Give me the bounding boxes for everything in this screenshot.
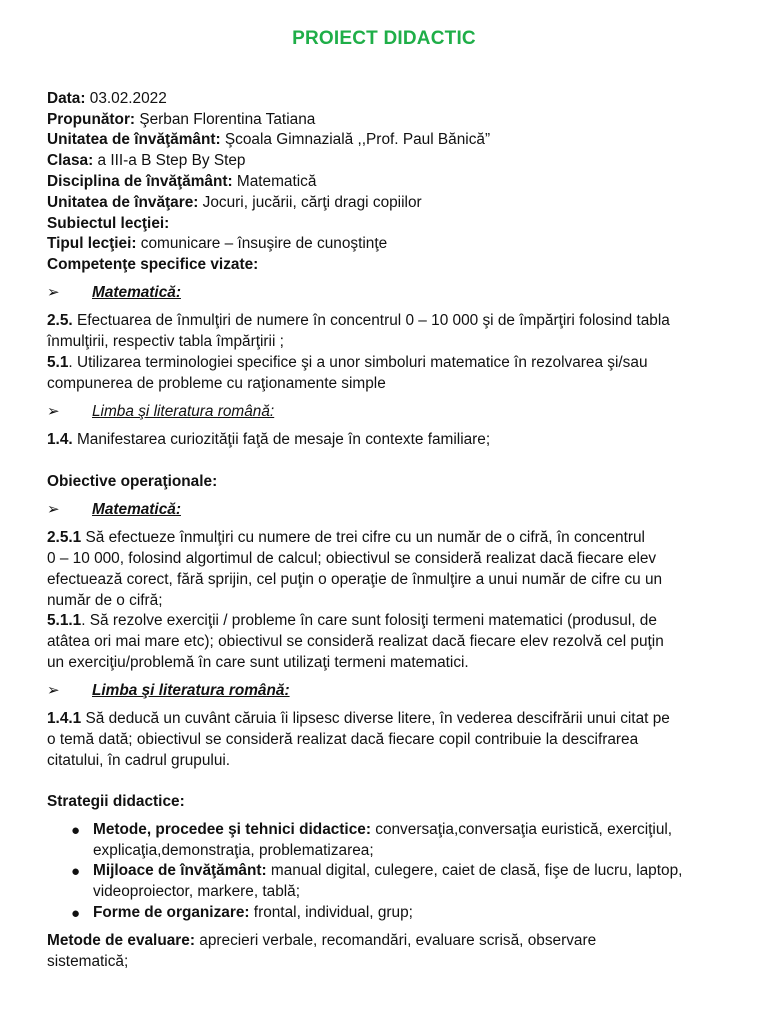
objective-code: 1.4.1 bbox=[47, 710, 82, 727]
evaluation-text: aprecieri verbale, recomandări, evaluare scrisă, observare bbox=[194, 932, 597, 949]
objective-1-4-1-line1 bbox=[47, 709, 670, 729]
field-discipline bbox=[47, 172, 316, 192]
strategy-text: manual digital, culegere, caiet de clasă, fişe de lucru, laptop, bbox=[266, 862, 683, 879]
field-value: Jocuri, jucării, cărţi dragi copiilor bbox=[198, 194, 422, 211]
strategy-text: frontal, individual, grup; bbox=[249, 904, 413, 921]
objective-text: Să efectueze înmulţiri cu numere de trei cifre cu un număr de o cifră, în concentrul bbox=[81, 529, 645, 546]
strategy-means-line1 bbox=[93, 861, 682, 881]
field-label: Competenţe specifice vizate: bbox=[47, 256, 259, 273]
field-lesson-type bbox=[47, 234, 387, 254]
field-class bbox=[47, 151, 245, 171]
field-author bbox=[47, 110, 315, 130]
math-objective-heading: Matematică: bbox=[92, 501, 181, 518]
bullet-dot-icon: ● bbox=[71, 863, 81, 880]
arrow-bullet-icon: ➢ bbox=[47, 682, 60, 699]
field-label: Clasa: bbox=[47, 152, 94, 169]
field-value: Matematică bbox=[232, 173, 317, 190]
evaluation-line1 bbox=[47, 931, 596, 951]
objective-1-4-1-line2: o temă dată; obiectivul se consideră realizat dacă fiecare copil contribuie la descifrarea bbox=[47, 731, 639, 748]
competence-code: 2.5. bbox=[47, 312, 73, 329]
strategy-methods-line1 bbox=[93, 820, 672, 840]
strategy-means-line2: videoproiector, markere, tablă; bbox=[93, 883, 301, 900]
objectives-heading: Obiective operaţionale: bbox=[47, 473, 218, 490]
objective-5-1-1-line1 bbox=[47, 611, 657, 631]
arrow-bullet-icon: ➢ bbox=[47, 403, 60, 420]
arrow-bullet-icon: ➢ bbox=[47, 284, 60, 301]
field-lesson-subject bbox=[47, 214, 169, 234]
page-title: PROIECT DIDACTIC bbox=[292, 28, 476, 49]
strategy-forms-line1 bbox=[93, 903, 413, 923]
field-date bbox=[47, 89, 167, 109]
competence-code: 5.1 bbox=[47, 354, 69, 371]
field-label: Unitatea de învăţare: bbox=[47, 194, 199, 211]
field-learning-unit bbox=[47, 193, 422, 213]
objective-text: Să deducă un cuvânt căruia îi lipsesc diverse litere, în vederea descifrării unui citat pe bbox=[81, 710, 670, 727]
lang-objective-heading: Limba şi literatura română: bbox=[92, 682, 290, 699]
field-value: Şcoala Gimnazială ,,Prof. Paul Bănică” bbox=[220, 131, 491, 148]
competence-text: Manifestarea curiozităţii faţă de mesaje în contexte familiare; bbox=[72, 431, 491, 448]
objective-2-5-1-line4: număr de o cifră; bbox=[47, 592, 163, 609]
field-value: 03.02.2022 bbox=[85, 90, 167, 107]
competence-5-1-line1 bbox=[47, 353, 648, 373]
strategy-label: Mijloace de învăţământ: bbox=[93, 862, 267, 879]
field-label: Subiectul lecţiei: bbox=[47, 215, 170, 232]
bullet-dot-icon: ● bbox=[71, 905, 81, 922]
field-value: comunicare – însuşire de cunoştinţe bbox=[136, 235, 388, 252]
arrow-bullet-icon: ➢ bbox=[47, 501, 60, 518]
field-label: Data: bbox=[47, 90, 86, 107]
strategies-heading: Strategii didactice: bbox=[47, 793, 185, 810]
field-label: Tipul lecţiei: bbox=[47, 235, 137, 252]
competence-1-4 bbox=[47, 430, 490, 450]
strategy-label: Metode, procedee şi tehnici didactice: bbox=[93, 821, 371, 838]
lang-competence-heading: Limba şi literatura română: bbox=[92, 403, 275, 420]
competence-text: Efectuarea de înmulţiri de numere în concentrul 0 – 10 000 şi de împărţiri folosind tabla bbox=[72, 312, 670, 329]
objective-5-1-1-line3: un exerciţiu/problemă în care sunt utilizaţi termeni matematici. bbox=[47, 654, 469, 671]
strategy-label: Forme de organizare: bbox=[93, 904, 250, 921]
competence-2-5-line1 bbox=[47, 311, 670, 331]
field-school bbox=[47, 130, 490, 150]
field-value: Şerban Florentina Tatiana bbox=[135, 111, 316, 128]
objective-1-4-1-line3: citatului, în cadrul grupului. bbox=[47, 752, 231, 769]
objective-2-5-1-line3: efectuează corect, fără sprijin, cel puţin o operaţie de înmulţire a unui număr de cifre cu un bbox=[47, 571, 663, 588]
competence-5-1-line2: compunerea de probleme cu raţionamente simple bbox=[47, 375, 386, 392]
competence-2-5-line2: înmulţirii, respectiv tabla împărţirii ; bbox=[47, 333, 284, 350]
field-label: Disciplina de învăţământ: bbox=[47, 173, 233, 190]
objective-5-1-1-line2: atâtea ori mai mare etc); obiectivul se consideră realizat dacă fiecare elev rezolvă cel puţin bbox=[47, 633, 664, 650]
competence-text: . Utilizarea terminologiei specifice şi a unor simboluri matematice în rezolvarea şi/sau bbox=[68, 354, 648, 371]
objective-code: 5.1.1 bbox=[47, 612, 82, 629]
math-competence-heading: Matematică: bbox=[92, 284, 181, 301]
objective-2-5-1-line1 bbox=[47, 528, 645, 548]
objective-2-5-1-line2: 0 – 10 000, folosind algortimul de calcul; obiectivul se consideră realizat dacă fiecare elev bbox=[47, 550, 657, 567]
evaluation-label: Metode de evaluare: bbox=[47, 932, 195, 949]
field-label: Unitatea de învăţământ: bbox=[47, 131, 221, 148]
evaluation-line2: sistematică; bbox=[47, 953, 129, 970]
field-value: a III-a B Step By Step bbox=[93, 152, 246, 169]
objective-code: 2.5.1 bbox=[47, 529, 82, 546]
field-competences bbox=[47, 255, 258, 275]
strategy-text: conversaţia,conversaţia euristică, exerciţiul, bbox=[370, 821, 673, 838]
objective-text: . Să rezolve exerciţii / probleme în care sunt folosiţi termeni matematici (produsul, de bbox=[81, 612, 657, 629]
competence-code: 1.4. bbox=[47, 431, 73, 448]
strategy-methods-line2: explicaţia,demonstraţia, problematizarea; bbox=[93, 842, 374, 859]
bullet-dot-icon: ● bbox=[71, 822, 81, 839]
field-label: Propunător: bbox=[47, 111, 136, 128]
